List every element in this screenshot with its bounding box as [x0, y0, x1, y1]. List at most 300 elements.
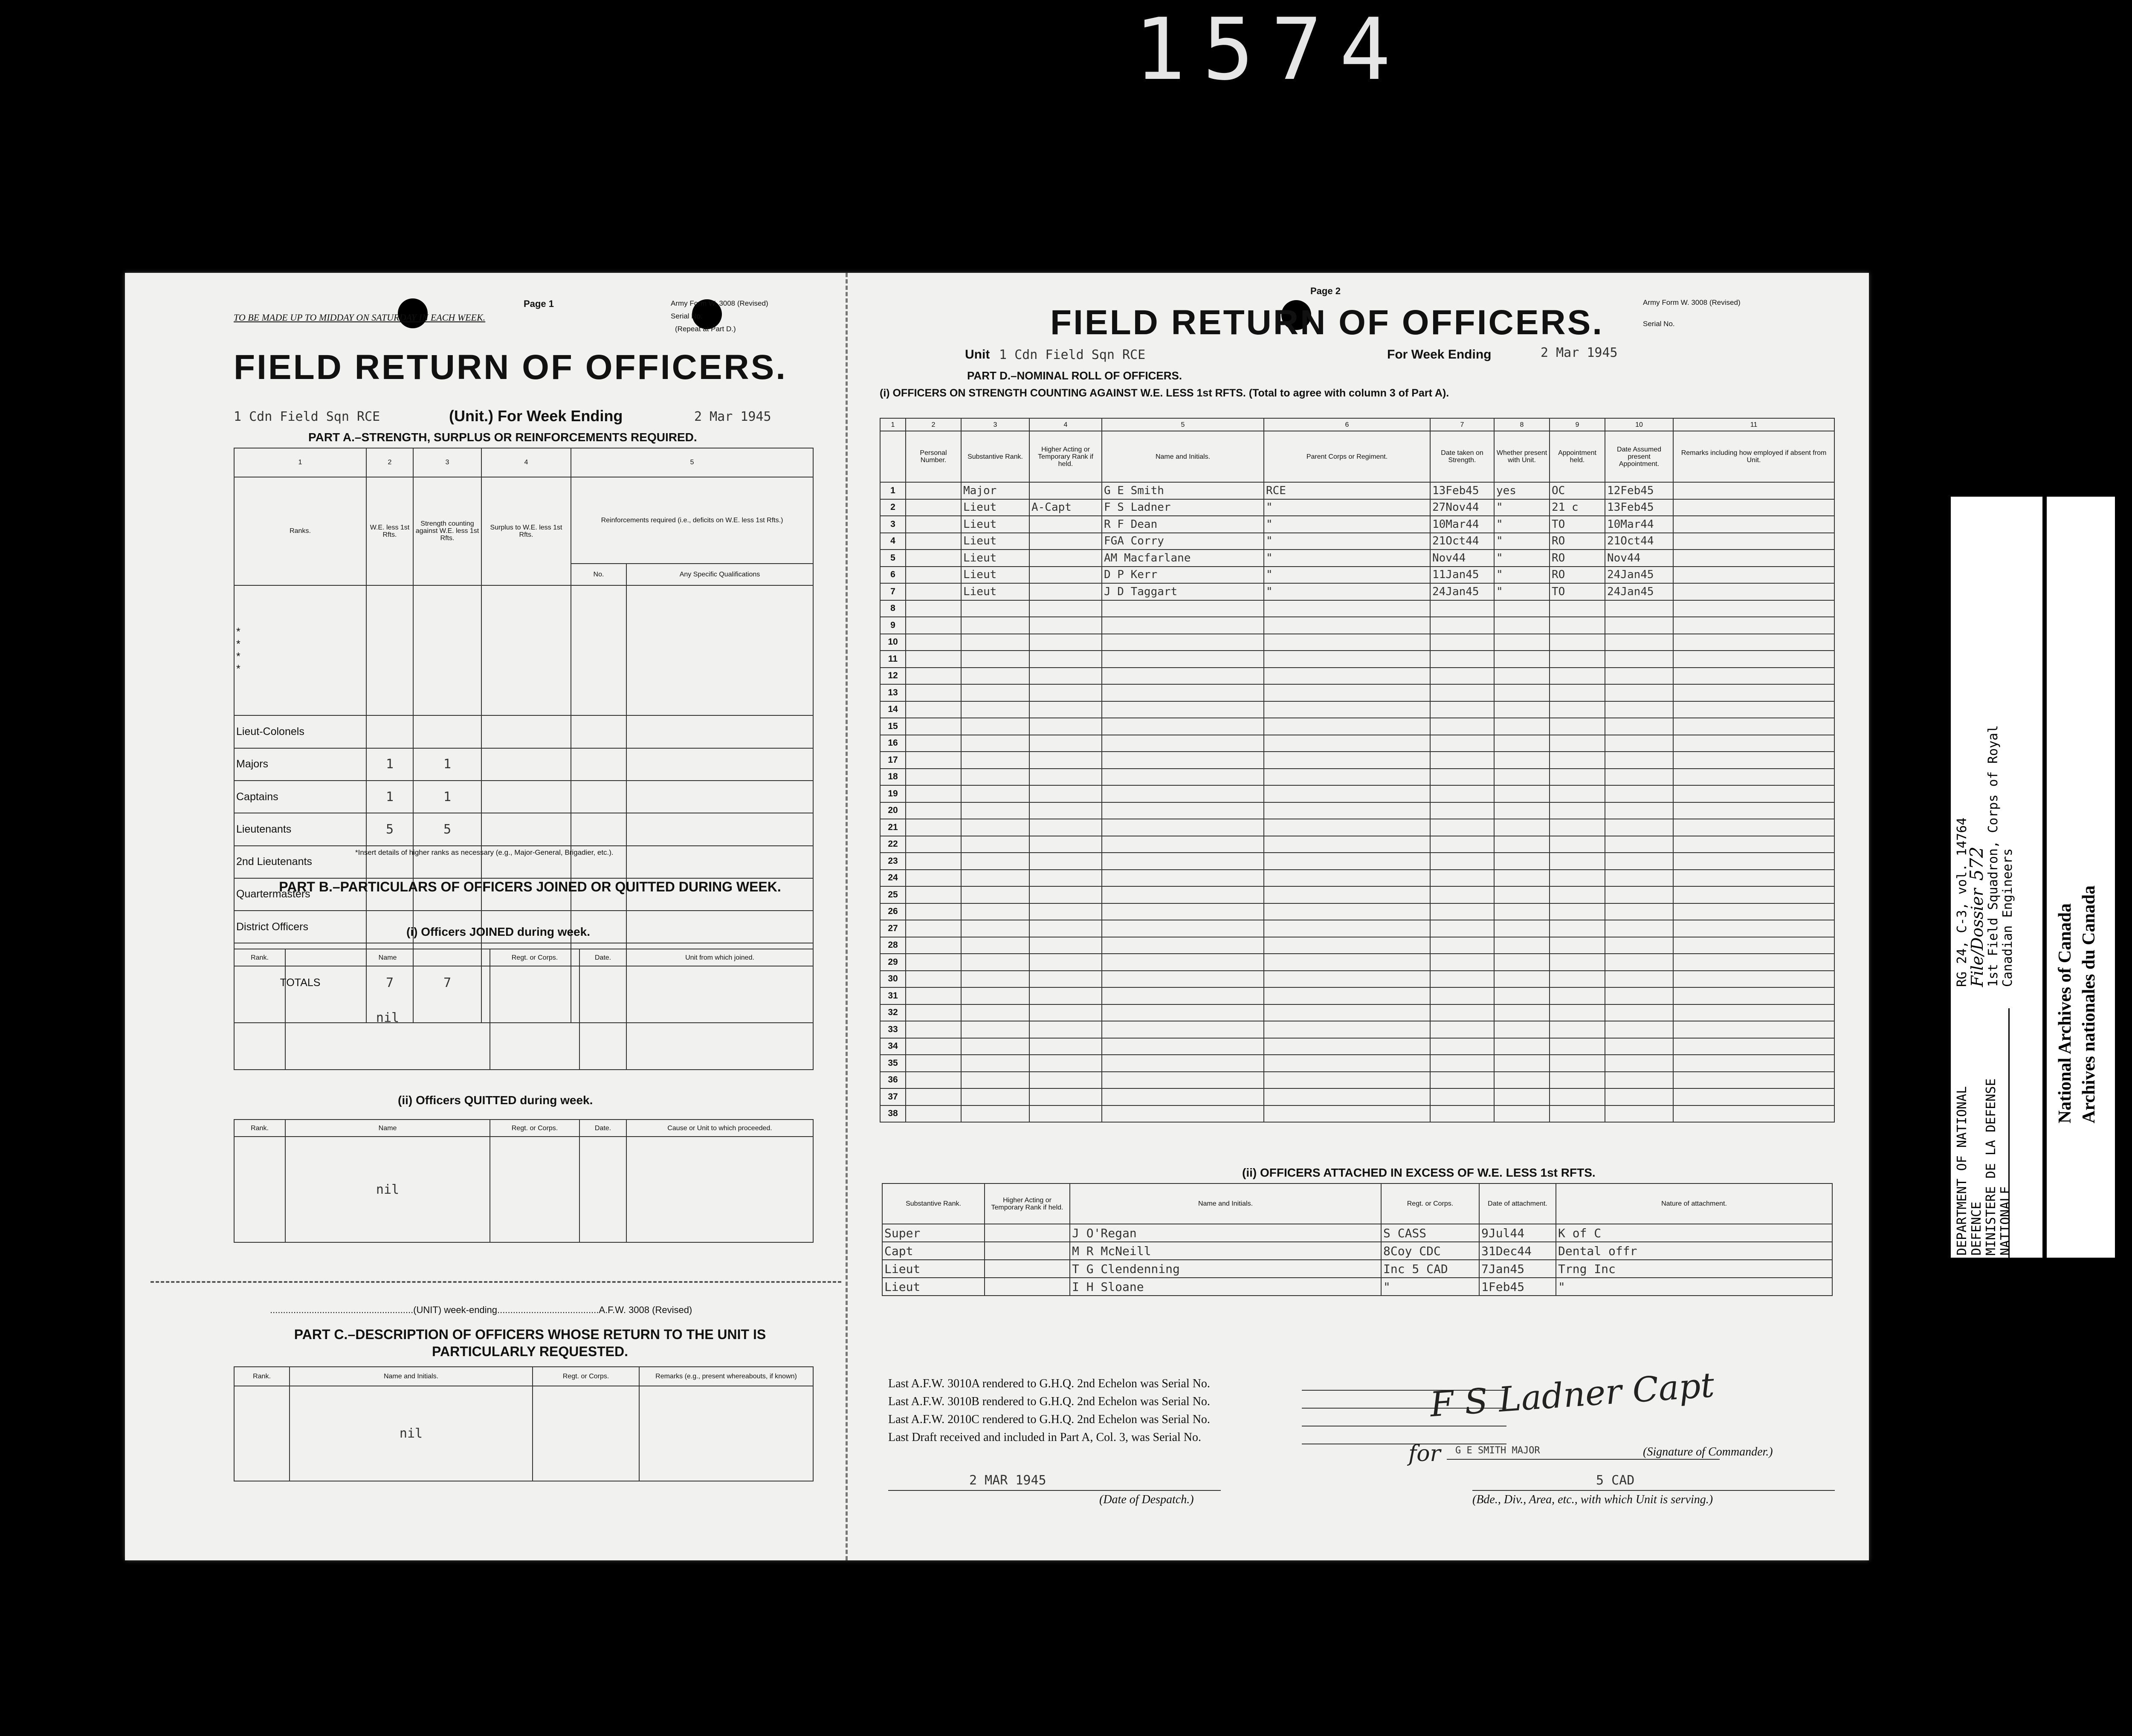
partD-cell-empty [1673, 853, 1834, 870]
joined-header: Unit from which joined. [626, 949, 813, 966]
partD-cell-empty [1673, 819, 1834, 836]
partD-row-number: 15 [880, 718, 906, 735]
partD-cell-empty [1673, 567, 1834, 584]
partD-cell-empty [961, 1088, 1029, 1105]
partD-row [880, 987, 1834, 1004]
partD-cell-empty [1673, 583, 1834, 600]
partD-cell-empty [1673, 954, 1834, 971]
partD-cell-appt: 21 c [1550, 499, 1605, 516]
partD-cell-empty [1029, 987, 1102, 1004]
attached-header: Substantive Rank. [882, 1183, 985, 1224]
partD-cell-empty [1102, 752, 1264, 769]
partD-cell-rank: Lieut [961, 550, 1029, 567]
partD-cell-empty [961, 735, 1029, 752]
partD-row [880, 1038, 1834, 1055]
partD-cell-empty [1029, 836, 1102, 853]
partD-cell-empty [1264, 903, 1430, 920]
attached-cell-date: 1Feb45 [1479, 1278, 1556, 1296]
partD-cell-empty [1430, 634, 1494, 651]
partD-cell-empty [1102, 987, 1264, 1004]
attached-cell-corps: 8Coy CDC [1381, 1242, 1479, 1260]
partD-row [880, 583, 1834, 600]
partD-cell-empty [1494, 634, 1550, 651]
partD-row [880, 752, 1834, 769]
partD-cell-empty [1264, 1038, 1430, 1055]
page2-title: FIELD RETURN OF OFFICERS. [1050, 303, 1604, 342]
partD-cell-empty [1673, 634, 1834, 651]
partD-cell-empty [1102, 718, 1264, 735]
partD-row-number: 30 [880, 971, 906, 988]
partD-cell-empty [1494, 752, 1550, 769]
partD-cell-empty [1673, 718, 1834, 735]
partD-cell-empty [906, 550, 961, 567]
partD-row [880, 769, 1834, 786]
partD-row-number: 10 [880, 634, 906, 651]
partD-cell-empty [1494, 886, 1550, 903]
department-block [1955, 1079, 2013, 1256]
partD-cell-empty [1029, 718, 1102, 735]
partD-cell-empty [1264, 802, 1430, 819]
partD-cell-empty [1605, 1021, 1673, 1038]
partD-cell-empty [906, 718, 961, 735]
tear-line [151, 1281, 841, 1283]
partD-cell-rank: Lieut [961, 533, 1029, 550]
partD-cell-empty [1029, 1088, 1102, 1105]
partD-cell-empty [1550, 1038, 1605, 1055]
partD-cell-empty [961, 802, 1029, 819]
partA-rank-label: Lieutenants [234, 813, 366, 845]
partD-cell-empty [961, 886, 1029, 903]
partD-row-number: 25 [880, 886, 906, 903]
attached-row [882, 1224, 1832, 1242]
attached-header: Nature of attachment. [1556, 1183, 1832, 1224]
partD-cell-empty [1494, 1004, 1550, 1021]
partD-row [880, 1105, 1834, 1123]
partD-cell-empty [1102, 634, 1264, 651]
page1-serial-label: Serial No. [671, 312, 703, 320]
partD-row-number: 33 [880, 1021, 906, 1038]
partD-cell-empty [1605, 1004, 1673, 1021]
attached-cell-date: 9Jul44 [1479, 1224, 1556, 1242]
partD-cell-empty [1605, 735, 1673, 752]
partD-row [880, 853, 1834, 870]
partD-cell-empty [1550, 735, 1605, 752]
partD-cell-corps: " [1264, 567, 1430, 584]
partD-row-number: 6 [880, 567, 906, 584]
partD-cell-empty [1673, 668, 1834, 685]
partD-header: Higher Acting or Temporary Rank if held. [1029, 431, 1102, 482]
partD-cell-empty [961, 870, 1029, 887]
partA-rank-label: Majors [234, 748, 366, 781]
joined-nil: nil [285, 966, 490, 1070]
partD-cell-empty [906, 1038, 961, 1055]
partA-header-we: W.E. less 1st Rfts. [366, 477, 413, 585]
partD-cell-empty [961, 1105, 1029, 1123]
partD-cell-empty [1605, 684, 1673, 701]
archive-ref: RG 24, C-3, vol. 14764 [1955, 817, 1970, 987]
partD-cell-present: " [1494, 583, 1550, 600]
partD-cell-date: Nov44 [1430, 550, 1494, 567]
partD-cell-empty [1550, 1088, 1605, 1105]
partD-row-number: 22 [880, 836, 906, 853]
partD-cell-empty [906, 482, 961, 499]
partD-header: Appointment held. [1550, 431, 1605, 482]
partD-cell-empty [1550, 937, 1605, 954]
serial-lines [888, 1375, 1210, 1447]
joined-header: Rank. [234, 949, 285, 966]
partD-cell-empty [1605, 920, 1673, 937]
partD-cell-empty [1430, 651, 1494, 668]
partD-row [880, 870, 1834, 887]
partD-cell-empty [1605, 954, 1673, 971]
partD-cell-empty [1430, 954, 1494, 971]
partD-header: Personal Number. [906, 431, 961, 482]
partD-row [880, 1055, 1834, 1072]
partD-row-number: 19 [880, 785, 906, 802]
partD-cell-empty [1605, 1105, 1673, 1123]
partD-cell-empty [1029, 971, 1102, 988]
partD-row-number: 16 [880, 735, 906, 752]
partD-cell-empty [1605, 971, 1673, 988]
partA-strength-value [413, 715, 481, 748]
dept-line: MINISTERE DE LA DEFENSE [1984, 1078, 1999, 1256]
partD-cell-empty [1102, 886, 1264, 903]
partA-we-value: 5 [366, 813, 413, 845]
partD-cell-higher [1029, 583, 1102, 600]
partD-cell-date: 10Mar44 [1430, 516, 1494, 533]
partD-col-num: 3 [961, 418, 1029, 431]
partD-cell-empty [1102, 1021, 1264, 1038]
partD-cell-empty [1029, 853, 1102, 870]
partD-cell-empty [1494, 836, 1550, 853]
serial-line: Last Draft received and included in Part A, Col. 3, was Serial No. [888, 1431, 1202, 1444]
partD-row [880, 937, 1834, 954]
partA-header-ranks: Ranks. [234, 477, 366, 585]
partD-row-number: 9 [880, 617, 906, 634]
partD-cell-empty [1605, 870, 1673, 887]
partD-cell-empty [1430, 600, 1494, 617]
commander-signature: F S Ladner Capt [1428, 1365, 1716, 1425]
partA-blank-ranks: * * * * [234, 585, 366, 715]
reel-number: 1574 [1134, 0, 1408, 99]
partD-cell-empty [1264, 684, 1430, 701]
partD-header: Name and Initials. [1102, 431, 1264, 482]
partD-cell-empty [906, 499, 961, 516]
partD-cell-empty [1029, 634, 1102, 651]
partD-cell-empty [1605, 600, 1673, 617]
partD-cell-name: AM Macfarlane [1102, 550, 1264, 567]
quitted-nil: nil [285, 1137, 490, 1242]
partD-cell-empty [1494, 1055, 1550, 1072]
partD-cell-assumed: 13Feb45 [1605, 499, 1673, 516]
partD-cell-empty [1430, 1021, 1494, 1038]
partD-row [880, 516, 1834, 533]
partD-cell-empty [906, 1055, 961, 1072]
partD-cell-empty [1550, 769, 1605, 786]
partD-cell-empty [906, 583, 961, 600]
quitted-header: Date. [579, 1120, 626, 1137]
file-label: File/Dossier [1968, 888, 1987, 987]
partD-cell-empty [961, 853, 1029, 870]
partD-cell-empty [1550, 1072, 1605, 1089]
partD-row-number: 7 [880, 583, 906, 600]
partD-cell-present: " [1494, 516, 1550, 533]
form-sheet [125, 273, 1869, 1560]
partD-cell-empty [1264, 954, 1430, 971]
partD-cell-empty [961, 1004, 1029, 1021]
partD-cell-corps: " [1264, 499, 1430, 516]
partD-table [880, 418, 1835, 1123]
partD-row [880, 819, 1834, 836]
partD-cell-empty [1264, 651, 1430, 668]
partD-row-number: 2 [880, 499, 906, 516]
partD-row [880, 1021, 1834, 1038]
partD-cell-empty [1029, 819, 1102, 836]
partD-row-number: 14 [880, 701, 906, 718]
partD-cell-empty [1605, 634, 1673, 651]
joined-table [234, 949, 814, 1070]
partD-cell-empty [906, 516, 961, 533]
partD-cell-empty [906, 886, 961, 903]
partD-cell-empty [1430, 769, 1494, 786]
partD-cell-empty [1264, 718, 1430, 735]
partD-cell-empty [1029, 752, 1102, 769]
partD-cell-empty [1605, 987, 1673, 1004]
partD-cell-empty [1029, 937, 1102, 954]
partD-cell-empty [906, 567, 961, 584]
partD-cell-empty [1494, 1088, 1550, 1105]
partD-cell-empty [1430, 1004, 1494, 1021]
partD-cell-empty [906, 1105, 961, 1123]
partD-cell-empty [1264, 886, 1430, 903]
partD-cell-empty [1264, 1088, 1430, 1105]
partD-cell-empty [1029, 651, 1102, 668]
attached-header: Regt. or Corps. [1381, 1183, 1479, 1224]
partD-cell-empty [1494, 735, 1550, 752]
partD-cell-rank: Lieut [961, 499, 1029, 516]
partD-cell-empty [1430, 836, 1494, 853]
partD-cell-empty [1673, 1088, 1834, 1105]
partD-cell-assumed: 12Feb45 [1605, 482, 1673, 499]
serial-line: Last A.F.W. 2010C rendered to G.H.Q. 2nd Echelon was Serial No. [888, 1413, 1210, 1426]
signature-for: for [1408, 1441, 1441, 1467]
partD-cell-empty [1605, 701, 1673, 718]
partD-cell-empty [906, 1072, 961, 1089]
partD-row [880, 1004, 1834, 1021]
partD-cell-empty [1264, 836, 1430, 853]
partD-cell-name: D P Kerr [1102, 567, 1264, 584]
quitted-header: Cause or Unit to which proceeded. [626, 1120, 813, 1137]
partD-cell-empty [906, 987, 961, 1004]
partD-cell-empty [1430, 886, 1494, 903]
partD-row-number: 12 [880, 668, 906, 685]
partD-cell-corps: RCE [1264, 482, 1430, 499]
partD-cell-empty [1673, 752, 1834, 769]
partD-cell-empty [1550, 1105, 1605, 1123]
partD-cell-empty [961, 836, 1029, 853]
despatch-value: 2 MAR 1945 [969, 1473, 1046, 1488]
partD-cell-empty [1029, 701, 1102, 718]
partA-we-value: 1 [366, 748, 413, 781]
partD-cell-assumed: 24Jan45 [1605, 583, 1673, 600]
partD-row [880, 836, 1834, 853]
attached-cell-date: 7Jan45 [1479, 1260, 1556, 1278]
attached-cell-name: T G Clendenning [1070, 1260, 1381, 1278]
partD-row [880, 651, 1834, 668]
partD-cell-empty [1673, 600, 1834, 617]
partD-cell-empty [1673, 701, 1834, 718]
partD-cell-empty [1673, 1004, 1834, 1021]
partD-cell-empty [1264, 1105, 1430, 1123]
partD-cell-present: " [1494, 499, 1550, 516]
attached-header: Higher Acting or Temporary Rank if held. [985, 1183, 1070, 1224]
partD-cell-empty [1494, 802, 1550, 819]
partC-title: PART C.–DESCRIPTION OF OFFICERS WHOSE RETURN TO THE UNIT IS PARTICULARLY REQUESTED. [294, 1327, 766, 1359]
partD-cell-empty [1550, 668, 1605, 685]
attached-cell-higher [985, 1278, 1070, 1296]
partD-cell-empty [1605, 903, 1673, 920]
partD-cell-empty [1264, 920, 1430, 937]
partD-cell-empty [1029, 1105, 1102, 1123]
signature-typed: G E SMITH MAJOR [1455, 1445, 1540, 1456]
partD-row-number: 34 [880, 1038, 906, 1055]
partD-cell-empty [1102, 954, 1264, 971]
partD-cell-empty [1029, 1038, 1102, 1055]
partD-cell-appt: RO [1550, 567, 1605, 584]
partD-cell-empty [1102, 1072, 1264, 1089]
partD-cell-empty [1430, 785, 1494, 802]
partD-cell-empty [1605, 651, 1673, 668]
partD-cell-higher: A-Capt [1029, 499, 1102, 516]
partD-cell-corps: " [1264, 550, 1430, 567]
partA-strength-value: 1 [413, 781, 481, 813]
partD-cell-empty [1550, 903, 1605, 920]
partD-row-number: 13 [880, 684, 906, 701]
partD-cell-appt: TO [1550, 583, 1605, 600]
partD-cell-empty [1550, 870, 1605, 887]
partD-cell-empty [906, 668, 961, 685]
partD-cell-empty [1494, 1105, 1550, 1123]
partD-cell-empty [1102, 903, 1264, 920]
partD-cell-empty [1102, 701, 1264, 718]
partD-cell-present: " [1494, 550, 1550, 567]
partD-cell-empty [1494, 617, 1550, 634]
page2-form-id: Army Form W. 3008 (Revised) [1643, 298, 1741, 307]
partD-row-number: 27 [880, 920, 906, 937]
partD-row-number: 36 [880, 1072, 906, 1089]
partD-cell-empty [961, 684, 1029, 701]
partD-cell-empty [1264, 668, 1430, 685]
partD-cell-empty [1029, 735, 1102, 752]
partD-cell-empty [1494, 954, 1550, 971]
partD-row-number: 23 [880, 853, 906, 870]
partD-row-number: 11 [880, 651, 906, 668]
partD-cell-empty [1550, 1055, 1605, 1072]
partD-cell-empty [1430, 1038, 1494, 1055]
partD-cell-empty [1430, 1072, 1494, 1089]
partD-row-number: 8 [880, 600, 906, 617]
partD-cell-empty [1605, 752, 1673, 769]
partD-cell-empty [906, 651, 961, 668]
partD-cell-empty [1102, 600, 1264, 617]
partA-col-num: 3 [413, 448, 481, 477]
partD-cell-appt: RO [1550, 550, 1605, 567]
partD-cell-empty [1264, 634, 1430, 651]
partD-cell-empty [961, 701, 1029, 718]
partD-cell-empty [1605, 819, 1673, 836]
partD-row-number: 3 [880, 516, 906, 533]
partD-cell-empty [906, 870, 961, 887]
partD-cell-empty [906, 617, 961, 634]
attached-cell-higher [985, 1242, 1070, 1260]
partD-cell-rank: Lieut [961, 583, 1029, 600]
partD-cell-assumed: Nov44 [1605, 550, 1673, 567]
partD-col-num: 10 [1605, 418, 1673, 431]
partD-cell-empty [1264, 819, 1430, 836]
partD-cell-empty [1102, 853, 1264, 870]
partD-header: Parent Corps or Regiment. [1264, 431, 1430, 482]
partD-col-num: 4 [1029, 418, 1102, 431]
partD-cell-empty [1029, 802, 1102, 819]
partD-cell-empty [1102, 785, 1264, 802]
partD-row-number: 32 [880, 1004, 906, 1021]
archive-label [1951, 497, 2132, 1258]
quitted-table [234, 1119, 814, 1243]
partD-cell-empty [1430, 920, 1494, 937]
attached-cell-corps: " [1381, 1278, 1479, 1296]
partD-cell-empty [1550, 853, 1605, 870]
partD-cell-higher [1029, 533, 1102, 550]
partD-cell-empty [1264, 600, 1430, 617]
partD-cell-empty [906, 819, 961, 836]
partD-cell-empty [1102, 735, 1264, 752]
partD-cell-empty [1029, 617, 1102, 634]
partD-row [880, 600, 1834, 617]
partD-row [880, 1072, 1834, 1089]
partD-cell-empty [1029, 886, 1102, 903]
partD-row [880, 971, 1834, 988]
partD-cell-name: R F Dean [1102, 516, 1264, 533]
partD-cell-empty [1605, 718, 1673, 735]
partD-cell-empty [961, 903, 1029, 920]
partD-cell-empty [1494, 1021, 1550, 1038]
partD-cell-empty [1550, 819, 1605, 836]
partD-cell-empty [1605, 769, 1673, 786]
partD-cell-empty [906, 1021, 961, 1038]
partD-cell-empty [961, 769, 1029, 786]
partD-row [880, 550, 1834, 567]
partD-cell-empty [1430, 1105, 1494, 1123]
partD-cell-empty [1673, 987, 1834, 1004]
joined-header: Regt. or Corps. [490, 949, 579, 966]
partD-cell-empty [1494, 971, 1550, 988]
formation-value: 5 CAD [1596, 1473, 1635, 1488]
page1-week-value: 2 Mar 1945 [694, 409, 771, 424]
partD-cell-empty [1264, 1055, 1430, 1072]
partD-row [880, 785, 1834, 802]
partD-cell-empty [1494, 920, 1550, 937]
partD-cell-empty [1029, 1021, 1102, 1038]
partD-cell-empty [1102, 651, 1264, 668]
partD-cell-empty [1605, 802, 1673, 819]
archives-fr: Archives nationales du Canada [2079, 885, 2099, 1123]
partD-cell-present: " [1494, 533, 1550, 550]
partD-cell-empty [906, 533, 961, 550]
partD-cell-date: 21Oct44 [1430, 533, 1494, 550]
partD-cell-empty [1029, 954, 1102, 971]
attached-cell-higher [985, 1224, 1070, 1242]
partD-row [880, 954, 1834, 971]
